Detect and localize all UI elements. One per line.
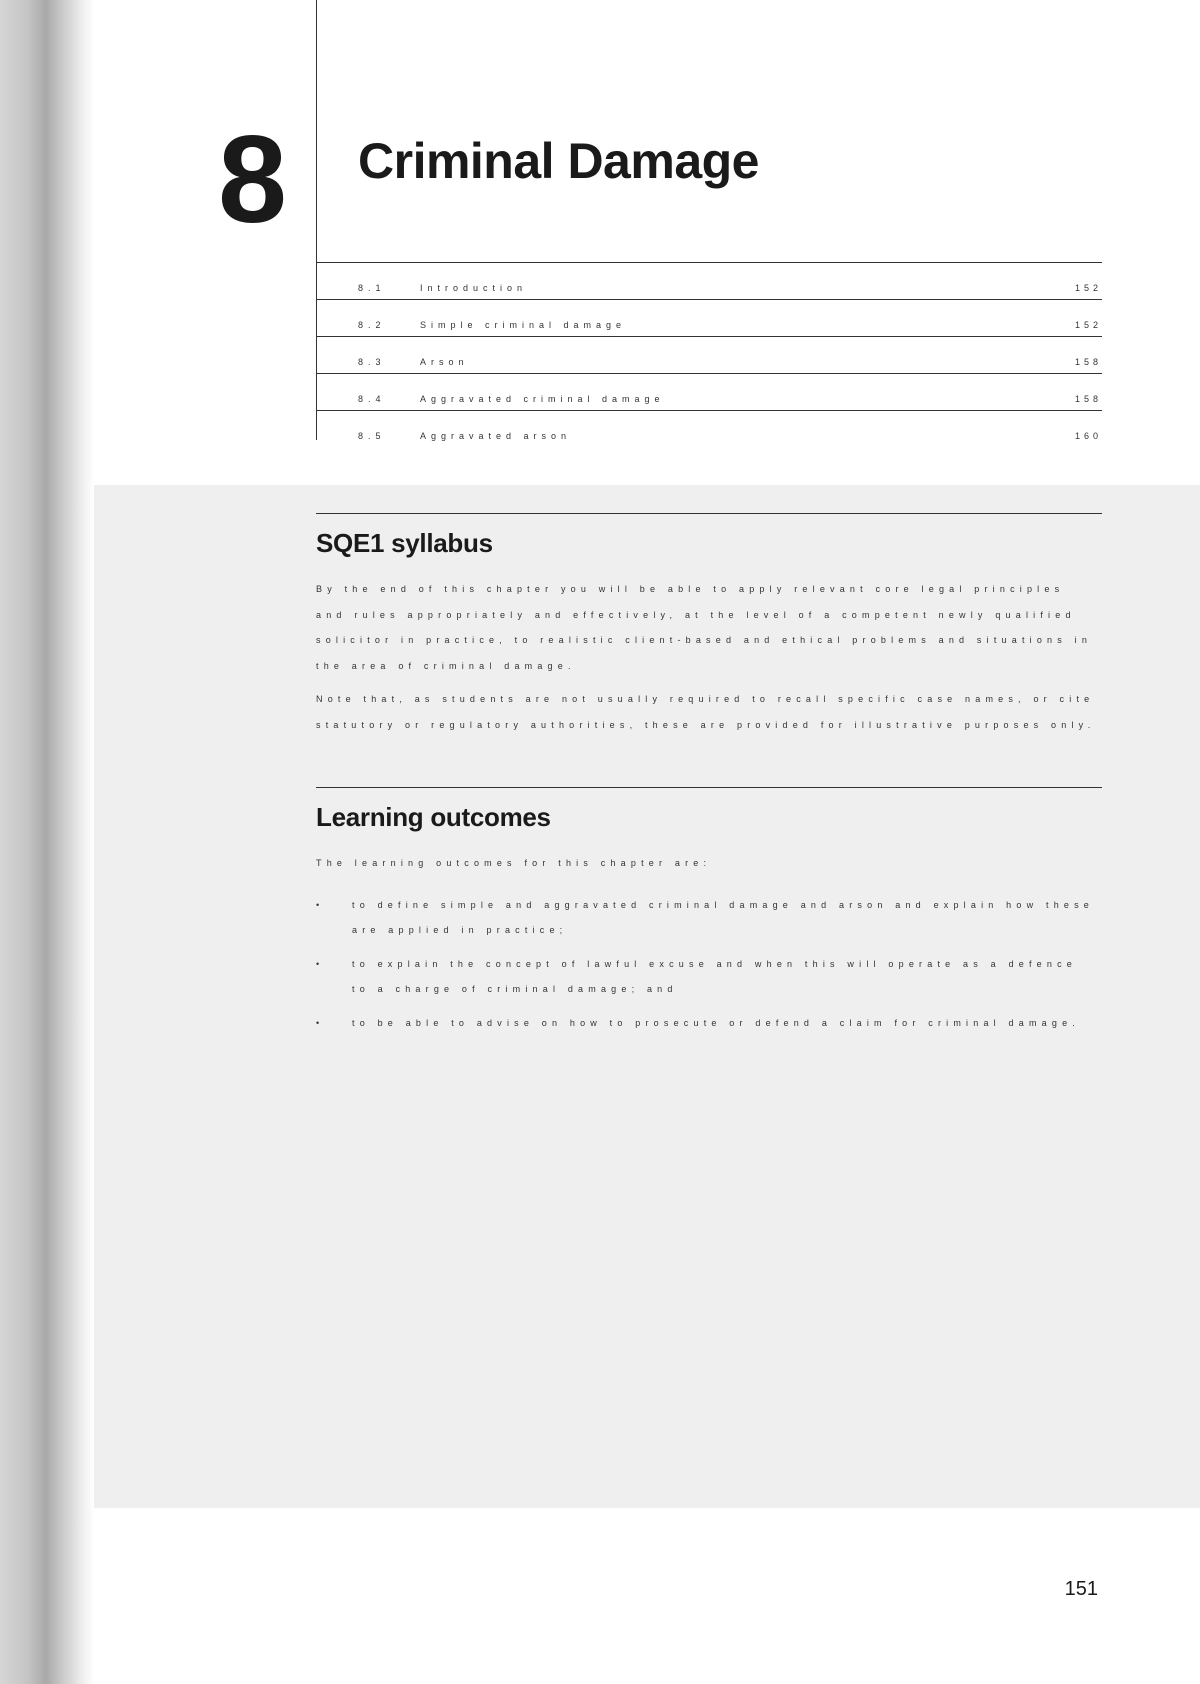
toc-entry-number: 8.5	[358, 431, 386, 441]
bullet-icon: •	[316, 958, 325, 969]
list-item	[316, 952, 1102, 1003]
toc-entry-number: 8.2	[358, 320, 386, 330]
outcome-text: to be able to advise on how to prosecute or defend a claim for criminal damage.	[352, 1017, 1080, 1028]
section-rule	[316, 513, 1102, 514]
toc-entry[interactable]	[316, 336, 1102, 373]
toc-entry-label: Aggravated arson	[420, 431, 572, 441]
toc-entry-page: 160	[1074, 431, 1102, 441]
toc-entry-number: 8.4	[358, 394, 386, 404]
list-item	[316, 893, 1102, 944]
toc-entry-label: Aggravated criminal damage	[420, 394, 665, 404]
syllabus-section	[316, 513, 1102, 738]
toc-entry-page: 152	[1074, 320, 1102, 330]
chapter-title: Criminal Damage	[358, 133, 759, 189]
toc-entry-label: Arson	[420, 357, 469, 367]
toc-entry-number: 8.3	[358, 357, 386, 367]
toc-entry-label: Simple criminal damage	[420, 320, 627, 330]
learning-outcomes-heading: Learning outcomes	[316, 802, 551, 832]
learning-outcomes-intro: The learning outcomes for this chapter are:	[316, 858, 712, 868]
chapter-number: 8	[218, 111, 285, 249]
syllabus-paragraph: By the end of this chapter you will be able to apply relevant core legal principles and rules appropriately and effectively, at the level of a competent newly qualified solicitor in practice, to realistic client-based and ethical problems and situations in the area of criminal damage.	[316, 584, 1093, 671]
toc-entry-page: 152	[1074, 283, 1102, 293]
outcome-text: to define simple and aggravated criminal damage and arson and explain how these are applied in practice;	[352, 899, 1095, 935]
bullet-icon: •	[316, 899, 325, 910]
learning-outcomes-section	[316, 787, 1102, 1044]
syllabus-heading: SQE1 syllabus	[316, 528, 493, 558]
outcome-text: to explain the concept of lawful excuse and when this will operate as a defence to a charge of criminal damage; and	[352, 958, 1077, 994]
toc-entry-page: 158	[1074, 394, 1102, 404]
section-rule	[316, 787, 1102, 788]
toc-entry[interactable]	[316, 262, 1102, 299]
list-item	[316, 1011, 1102, 1037]
bullet-icon: •	[316, 1017, 325, 1028]
syllabus-note: Note that, as students are not usually required to recall specific case names, or cite statutory or regulatory authorities, these are provided for illustrative purposes only.	[316, 694, 1096, 730]
toc-entry[interactable]	[316, 299, 1102, 336]
toc-entry[interactable]	[316, 410, 1102, 447]
toc-entry[interactable]	[316, 373, 1102, 410]
toc-entry-page: 158	[1074, 357, 1102, 367]
toc-entry-label: Introduction	[420, 283, 528, 293]
page-number: 151	[1064, 1578, 1098, 1600]
table-of-contents	[316, 262, 1102, 447]
book-spine-shadow	[0, 0, 94, 1684]
toc-entry-number: 8.1	[358, 283, 386, 293]
learning-outcomes-list	[316, 893, 1102, 1037]
